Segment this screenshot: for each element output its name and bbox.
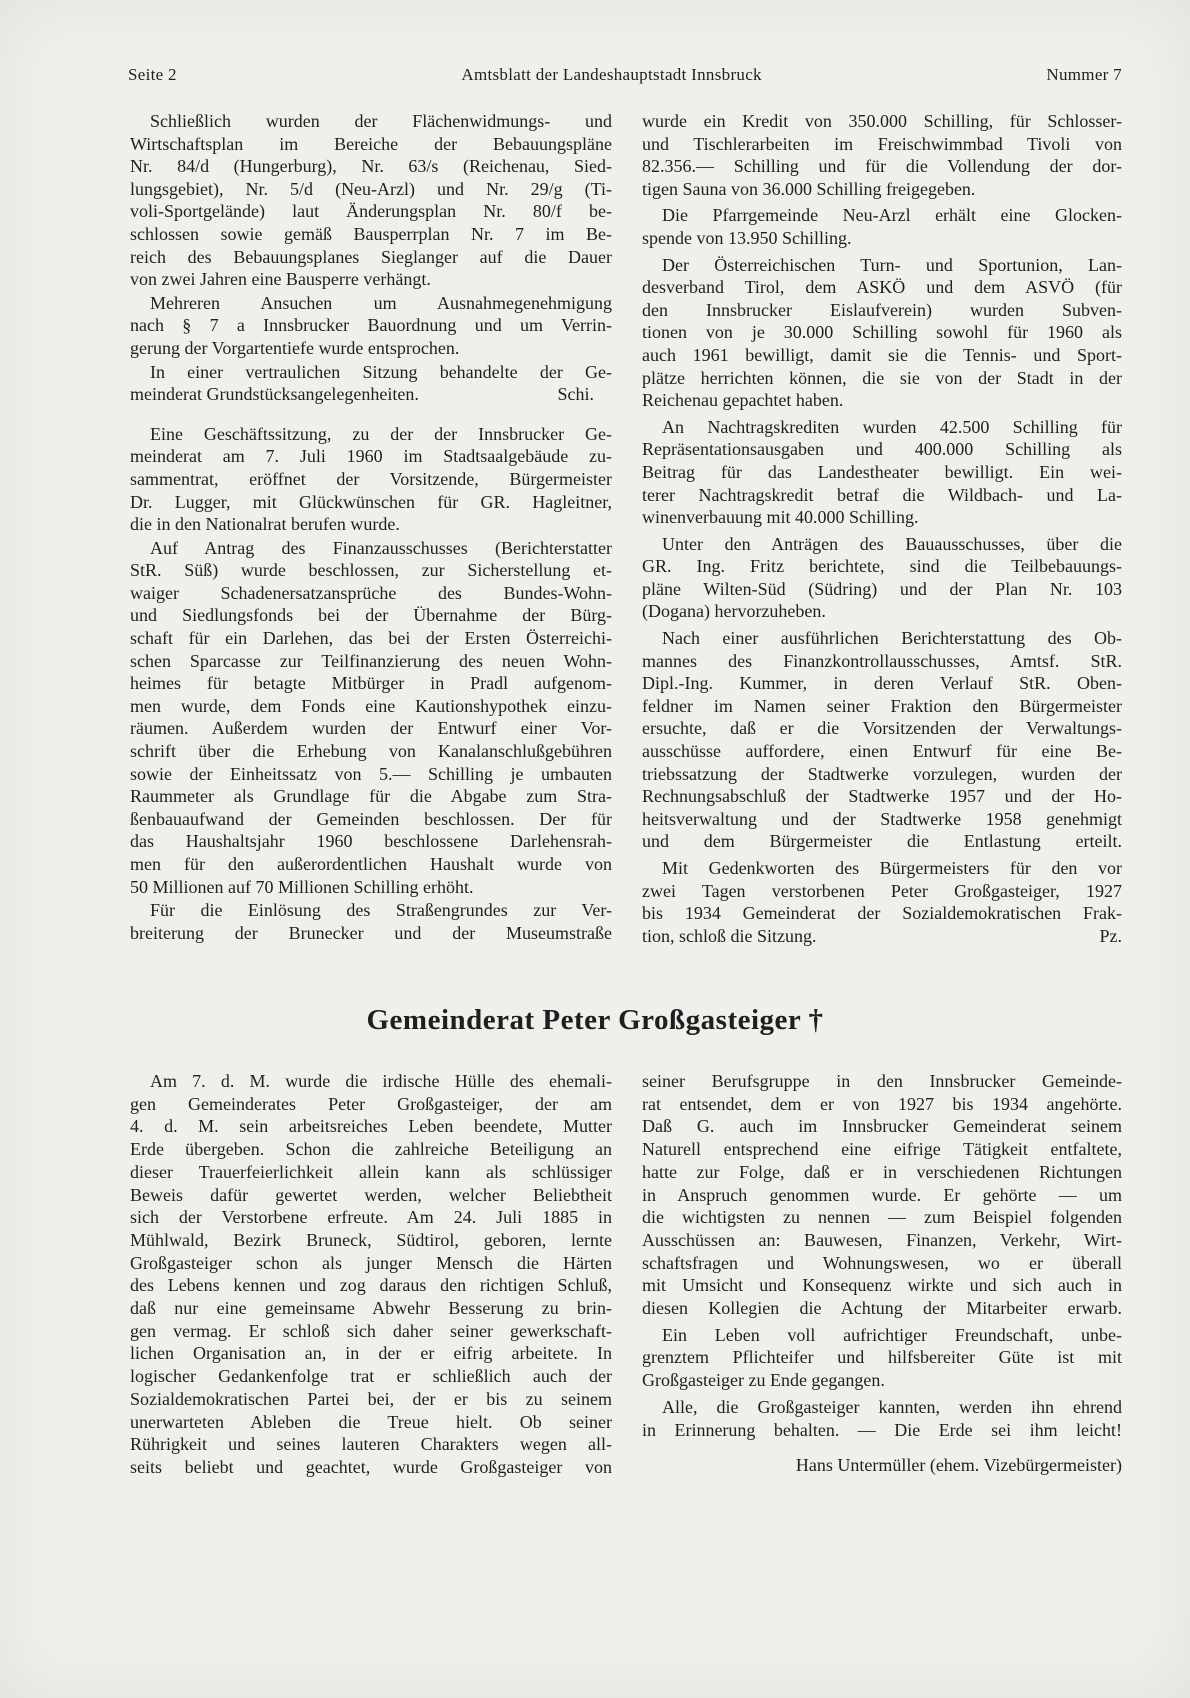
text-line: Auf Antrag des Finanzausschusses (Berichterstatter	[150, 537, 612, 558]
text-line: Naturell entsprechend eine eifrige Tätigkeit entfaltete,	[642, 1139, 1122, 1160]
text-line: tigen Sauna von 36.000 Schilling freigegeben.	[642, 178, 976, 199]
text-line: Nr. 84/d (Hungerburg), Nr. 63/s (Reichenau, Sied-	[130, 156, 612, 177]
text-line-with-initials	[642, 925, 1122, 948]
text-line: meinderat Grundstücksangelegenheiten.	[130, 384, 419, 405]
publication-title: Amtsblatt der Landeshauptstadt Innsbruck	[461, 65, 762, 84]
text-line: Großgasteiger schon als junger Mensch die Härten	[130, 1252, 612, 1273]
text-line: Nach einer ausführlichen Berichterstattung des Ob-	[662, 628, 1122, 649]
text-line: Mühlwald, Bezirk Bruneck, Südtirol, geboren, lernte	[130, 1229, 612, 1250]
text-line: gen Gemeinderates Peter Großgasteiger, der am	[130, 1093, 612, 1114]
text-line: tionen von je 30.000 Schilling sowohl für 1960 als	[642, 322, 1122, 343]
text-line: Der Österreichischen Turn- und Sportunion, Lan-	[662, 254, 1122, 275]
text-line: Dipl.-Ing. Kummer, in deren Verlauf StR. Oben-	[642, 673, 1122, 694]
paragraph	[642, 1070, 1122, 1320]
text-line: Rechnungsabschluß der Stadtwerke 1957 und der Ho-	[642, 786, 1122, 807]
text-line: mannes des Finanzkontrollausschusses, Amtsf. StR.	[642, 650, 1122, 671]
text-line: (Dogana) hervorzuheben.	[642, 601, 826, 622]
text-line: rat entsendet, dem er von 1927 bis 1934 angehörte.	[642, 1093, 1122, 1114]
paragraph	[130, 1070, 612, 1479]
text-line: bis 1934 Gemeinderat der Sozialdemokratischen Frak-	[642, 903, 1122, 924]
paragraph	[130, 361, 612, 406]
text-line: und Tischlerarbeiten im Freischwimmbad Tivoli von	[642, 133, 1122, 154]
paragraph	[642, 533, 1122, 623]
text-line: reich des Bebauungsplanes Sieglanger auf die Dauer	[130, 246, 612, 267]
text-line: ausschüsse auffordere, einen Entwurf für eine Be-	[642, 741, 1122, 762]
text-line: spende von 13.950 Schilling.	[642, 227, 852, 248]
text-line: räumen. Außerdem wurden der Entwurf einer Vor-	[130, 718, 612, 739]
text-line: diesen Kollegien die Achtung der Mitarbeiter erwarb.	[642, 1298, 1122, 1319]
text-line: Für die Einlösung des Straßengrundes zur Ver-	[150, 900, 612, 921]
text-line: Mehreren Ansuchen um Ausnahmegenehmigung	[150, 292, 612, 313]
text-line: meinderat am 7. Juli 1960 im Stadtsaalgebäude zu-	[130, 446, 612, 467]
text-line: 50 Millionen auf 70 Millionen Schilling erhöht.	[130, 876, 474, 897]
text-line: wurde ein Kredit von 350.000 Schilling, für Schlosser-	[642, 111, 1122, 131]
text-line: schrift über die Erhebung von Kanalanschlußgebühren	[130, 741, 612, 762]
text-line: den Innsbrucker Eislaufverein) wurden Subven-	[642, 299, 1122, 320]
text-line: grenztem Pflichteifer und hilfsbereiter Güte ist mit	[642, 1347, 1122, 1368]
text-line: voli-Sportgelände) laut Änderungsplan Nr. 80/f be-	[130, 201, 612, 222]
text-line: heimes für betagte Mitbürger in Pradl aufgenom-	[130, 673, 612, 694]
text-line: logischer Gedankenfolge trat er schließlich auch der	[130, 1366, 612, 1387]
text-line: Wirtschaftsplan im Bereiche der Bebauungspläne	[130, 133, 612, 154]
text-line: die in den Nationalrat berufen wurde.	[130, 514, 400, 535]
paragraph	[642, 416, 1122, 529]
text-line: auch 1961 bewilligt, damit sie die Tennis- und Sport-	[642, 344, 1122, 365]
paragraph	[642, 627, 1122, 853]
text-line: sowie der Einheitssatz von 5.— Schilling je umbauten	[130, 763, 612, 784]
text-line: Raummeter als Grundlage für die Abgabe zum Stra-	[130, 786, 612, 807]
text-line: lungsgebiet), Nr. 5/d (Neu-Arzl) und Nr. 29/g (Ti-	[130, 178, 612, 199]
paragraph	[642, 254, 1122, 412]
text-line: Unter den Anträgen des Bauausschusses, über die	[662, 533, 1122, 554]
text-line: tion, schloß die Sitzung.	[642, 925, 817, 946]
text-line: An Nachtragskrediten wurden 42.500 Schilling für	[662, 416, 1122, 437]
text-line: nach § 7 a Innsbrucker Bauordnung und um Verrin-	[130, 315, 612, 336]
text-line: Eine Geschäftssitzung, zu der der Innsbrucker Ge-	[150, 423, 612, 444]
text-line: breiterung der Brunecker und der Museumstraße	[130, 922, 612, 943]
text-line: Am 7. d. M. wurde die irdische Hülle des ehemali-	[150, 1071, 612, 1091]
paragraph	[642, 1396, 1122, 1441]
text-line: und Siedlungsfonds bei der Übernahme der Bürg-	[130, 605, 612, 626]
report-right-column	[642, 110, 1122, 947]
text-line: pläne Wilten-Süd (Südring) und der Plan Nr. 103	[642, 578, 1122, 599]
text-line: sammentrat, eröffnet der Vorsitzende, Bürgermeister	[130, 468, 612, 489]
obituary-headline: Gemeinderat Peter Großgasteiger †	[366, 1004, 824, 1036]
text-line: des Lebens kennen und zog daraus den richtigen Schluß,	[130, 1275, 612, 1296]
running-header	[128, 63, 1122, 87]
paragraph	[642, 204, 1122, 249]
text-line: seiner Berufsgruppe in den Innsbrucker Gemeinde-	[642, 1071, 1122, 1091]
paragraph	[130, 537, 612, 899]
text-line: Dr. Lugger, mit Glückwünschen für GR. Hagleitner,	[130, 491, 612, 512]
text-line: in Anspruch genommen wurde. Er gehörte — um	[642, 1184, 1122, 1205]
text-line: plätze herrichten können, die sie von der Stadt in der	[642, 367, 1122, 388]
text-line: In einer vertraulichen Sitzung behandelte der Ge-	[150, 361, 612, 382]
text-line: seits beliebt und geachtet, wurde Großgasteiger von	[130, 1456, 612, 1477]
text-line: men für den außerordentlichen Haushalt wurde von	[130, 854, 612, 874]
text-line: Erde übergeben. Schon die zahlreiche Beteiligung an	[130, 1139, 612, 1160]
text-line: Die Pfarrgemeinde Neu-Arzl erhält eine Glocken-	[662, 205, 1122, 226]
obituary-signature: Hans Untermüller (ehem. Vizebürgermeister)	[795, 1455, 1122, 1476]
text-line: 82.356.— Schilling und für die Vollendung der dor-	[642, 156, 1122, 177]
text-line: zwei Tagen verstorbenen Peter Großgasteiger, 1927	[642, 880, 1122, 901]
text-line: lichen Organisation an, in der er eifrig arbeitete. In	[130, 1343, 612, 1364]
text-line: schaftsfragen und Wohnungswesen, wo er überall	[642, 1252, 1122, 1273]
obituary-right-column	[642, 1070, 1122, 1477]
text-line: Mit Gedenkworten des Bürgermeisters für den vor	[662, 858, 1122, 878]
paragraph	[130, 292, 612, 360]
text-line: men wurde, dem Fonds eine Kautionshypothek einzu-	[130, 695, 612, 716]
text-line: schlossen sowie gemäß Bausperrplan Nr. 7 im Be-	[130, 223, 612, 244]
text-line: winenverbauung mit 40.000 Schilling.	[642, 507, 919, 528]
text-line: Daß G. auch im Innsbrucker Gemeinderat seinem	[642, 1116, 1122, 1137]
text-line: von zwei Jahren eine Bausperre verhängt.	[130, 269, 431, 290]
text-line: hatte zur Folge, daß er in verschiedenen Richtungen	[642, 1161, 1122, 1182]
paragraph	[130, 899, 612, 944]
text-line: die wichtigsten zu nennen — zum Beispiel folgenden	[642, 1207, 1122, 1228]
author-initials: Pz.	[1099, 925, 1122, 946]
text-line: desverband Tirol, dem ASKÖ und dem ASVÖ (für	[642, 277, 1122, 298]
text-line: gen vermag. Er schloß sich daher seiner gewerkschaft-	[130, 1320, 612, 1341]
paragraph	[642, 110, 1122, 200]
text-line: dieser Trauerfeierlichkeit allein kann als schlüssiger	[130, 1161, 612, 1182]
text-line: Beitrag für das Landestheater bewilligt. Ein wei-	[642, 461, 1122, 482]
page-number: Seite 2	[128, 65, 177, 84]
text-line: Sozialdemokratischen Partei bei, der er bis zu seinem	[130, 1388, 612, 1409]
text-line: daß nur eine gemeinsame Abwehr Besserung zu brin-	[130, 1298, 612, 1319]
text-line: gerung der Vorgartentiefe wurde entsprochen.	[130, 337, 460, 358]
text-line: StR. Süß) wurde beschlossen, zur Sicherstellung et-	[130, 560, 612, 581]
text-line: das Haushaltsjahr 1960 beschlossene Darlehensrah-	[130, 831, 612, 852]
paragraph	[130, 423, 612, 536]
text-line: sich der Verstorbene erfreute. Am 24. Juli 1885 in	[130, 1207, 612, 1228]
author-initials: Schi.	[557, 384, 594, 405]
text-line: in Erinnerung behalten. — Die Erde sei ihm leicht!	[642, 1419, 1122, 1440]
text-line: unerwarteten Ableben die Treue hielt. Ob seiner	[130, 1411, 612, 1432]
text-line: Ein Leben voll aufrichtiger Freundschaft, unbe-	[662, 1324, 1122, 1345]
text-line-with-initials	[130, 383, 612, 406]
text-line: Ausschüssen an: Bauwesen, Finanzen, Verkehr, Wirt-	[642, 1229, 1122, 1250]
text-line: Reichenau gepachtet haben.	[642, 390, 844, 411]
text-line: schaft für ein Darlehen, das bei der Ersten Österreichi-	[130, 628, 612, 649]
text-line: ersuchte, daß er die Vorsitzenden der Verwaltungs-	[642, 718, 1122, 739]
issue-number: Nummer 7	[1046, 65, 1122, 84]
report-left-column	[130, 110, 612, 944]
text-line: Repräsentationsausgaben und 400.000 Schilling als	[642, 439, 1122, 460]
text-line: 4. d. M. sein arbeitsreiches Leben beendete, Mutter	[130, 1116, 612, 1137]
text-line: waiger Schadenersatzansprüche des Bundes-Wohn-	[130, 582, 612, 603]
text-line: triebssatzung der Stadtwerke vorzulegen, wurden der	[642, 763, 1122, 784]
paragraph	[642, 857, 1122, 947]
paragraph	[130, 110, 612, 291]
text-line: Schließlich wurden der Flächenwidmungs- und	[150, 111, 612, 131]
text-line: Rührigkeit und seines lauteren Charakters wegen all-	[130, 1434, 612, 1455]
text-line: Alle, die Großgasteiger kannten, werden ihn ehrend	[662, 1396, 1122, 1417]
text-line: Beweis dafür gewertet werden, welcher Beliebtheit	[130, 1184, 612, 1205]
text-line: und dem Bürgermeister die Entlastung erteilt.	[642, 831, 1122, 852]
text-line: ßenbauaufwand der Gemeinden beschlossen. Der für	[130, 808, 612, 829]
text-line: mit Umsicht und Konsequenz wirkte und sich auch in	[642, 1275, 1122, 1296]
obituary-left-column	[130, 1070, 612, 1479]
text-line: feldner im Namen seiner Fraktion den Bürgermeister	[642, 695, 1122, 716]
text-line: schen Sparcasse zur Teilfinanzierung des neuen Wohn-	[130, 650, 612, 671]
paragraph	[642, 1324, 1122, 1392]
text-line: heitsverwaltung und der Stadtwerke 1958 genehmigt	[642, 808, 1122, 829]
text-line: Großgasteiger zu Ende gegangen.	[642, 1370, 885, 1391]
text-line: terer Nachtragskredit betraf die Wildbach- und La-	[642, 484, 1122, 505]
text-line: GR. Ing. Fritz berichtete, sind die Teilbebauungs-	[642, 556, 1122, 577]
